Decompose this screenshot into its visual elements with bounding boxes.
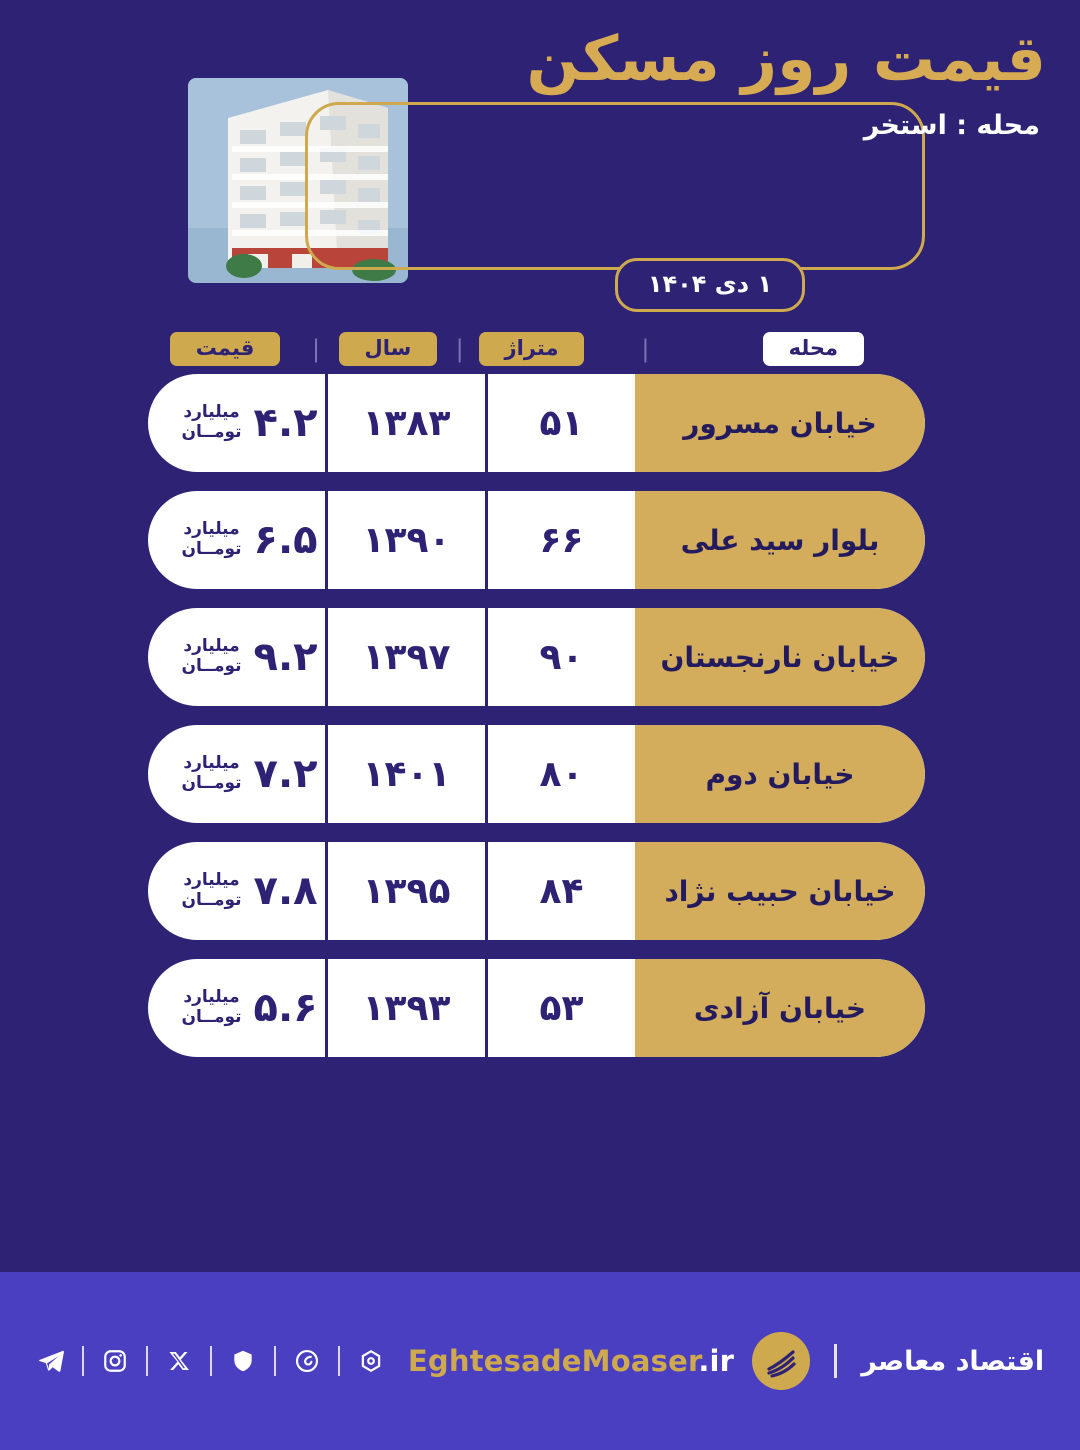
price-unit-line1: میلیارد [183,636,240,657]
header-separator-2: | [455,335,464,363]
cell-area: ۸۰ [485,725,635,823]
eitaa-icon[interactable] [292,1346,322,1376]
price-unit [181,520,241,559]
cell-price [148,374,325,472]
social-separator [82,1346,84,1376]
cell-neighborhood: خیابان آزادی [635,959,925,1057]
social-separator [146,1346,148,1376]
table-row [148,491,925,589]
cell-area: ۶۶ [485,491,635,589]
price-unit-line1: میلیارد [183,987,240,1008]
site-url-tld: .ir [698,1344,735,1378]
social-separator [338,1346,340,1376]
price-unit-line2: تومــان [181,539,242,559]
price-value: ۵.۶ [253,985,318,1031]
column-header-price: قیمت [170,332,281,366]
rubika-icon[interactable] [356,1346,386,1376]
site-url[interactable] [408,1344,734,1378]
bale-icon[interactable] [228,1346,258,1376]
price-unit-line1: میلیارد [183,870,240,891]
cell-year: ۱۳۹۳ [325,959,485,1057]
social-separator [274,1346,276,1376]
cell-price [148,959,325,1057]
price-unit-line2: تومــان [181,890,242,910]
title-frame [305,102,925,270]
cell-neighborhood: بلوار سید علی [635,491,925,589]
price-unit-line2: تومــان [181,773,242,793]
brand-name: اقتصاد معاصر [861,1345,1045,1377]
cell-area: ۵۱ [485,374,635,472]
price-unit [181,637,241,676]
price-value: ۴.۲ [253,400,318,446]
cell-price [148,491,325,589]
header [0,0,1080,300]
page-subtitle: محله : استخر [863,110,1040,141]
header-separator-1: | [641,335,650,363]
site-url-main: EghtesadeMoaser [407,1344,699,1378]
table-row [148,608,925,706]
price-unit-line2: تومــان [181,422,242,442]
cell-area: ۹۰ [485,608,635,706]
cell-year: ۱۳۸۳ [325,374,485,472]
footer-divider [834,1344,837,1378]
price-value: ۷.۲ [253,751,318,797]
cell-year: ۱۴۰۱ [325,725,485,823]
column-header-area: متراژ [479,332,585,366]
instagram-icon[interactable] [100,1346,130,1376]
cell-neighborhood: خیابان نارنجستان [635,608,925,706]
price-unit-line1: میلیارد [183,519,240,540]
price-unit-line2: تومــان [181,656,242,676]
price-value: ۷.۸ [253,868,318,914]
column-header-year: سال [339,332,438,366]
price-unit [181,988,241,1027]
price-table [148,374,925,1076]
price-value: ۹.۲ [253,634,318,680]
cell-area: ۵۳ [485,959,635,1057]
footer [0,1272,1080,1450]
cell-price [148,608,325,706]
table-row [148,725,925,823]
x-icon[interactable] [164,1346,194,1376]
table-row [148,959,925,1057]
cell-year: ۱۳۹۰ [325,491,485,589]
page-title: قیمت روز مسکن [526,22,1046,95]
social-links [36,1346,386,1376]
cell-price [148,842,325,940]
cell-price [148,725,325,823]
price-unit-line1: میلیارد [183,753,240,774]
table-row [148,842,925,940]
telegram-icon[interactable] [36,1346,66,1376]
table-row [148,374,925,472]
cell-year: ۱۳۹۷ [325,608,485,706]
social-separator [210,1346,212,1376]
price-unit-line2: تومــان [181,1007,242,1027]
cell-year: ۱۳۹۵ [325,842,485,940]
cell-neighborhood: خیابان حبیب نژاد [635,842,925,940]
price-unit [181,871,241,910]
table-column-headers [148,332,925,366]
cell-neighborhood: خیابان دوم [635,725,925,823]
cell-area: ۸۴ [485,842,635,940]
date-badge: ۱ دی ۱۴۰۴ [615,258,805,312]
price-unit [181,403,241,442]
cell-neighborhood: خیابان مسرور [635,374,925,472]
header-separator-3: | [312,335,321,363]
price-value: ۶.۵ [253,517,318,563]
price-unit-line1: میلیارد [183,402,240,423]
column-header-neighborhood: محله [763,332,864,366]
brand-logo-icon [752,1332,810,1390]
price-unit [181,754,241,793]
